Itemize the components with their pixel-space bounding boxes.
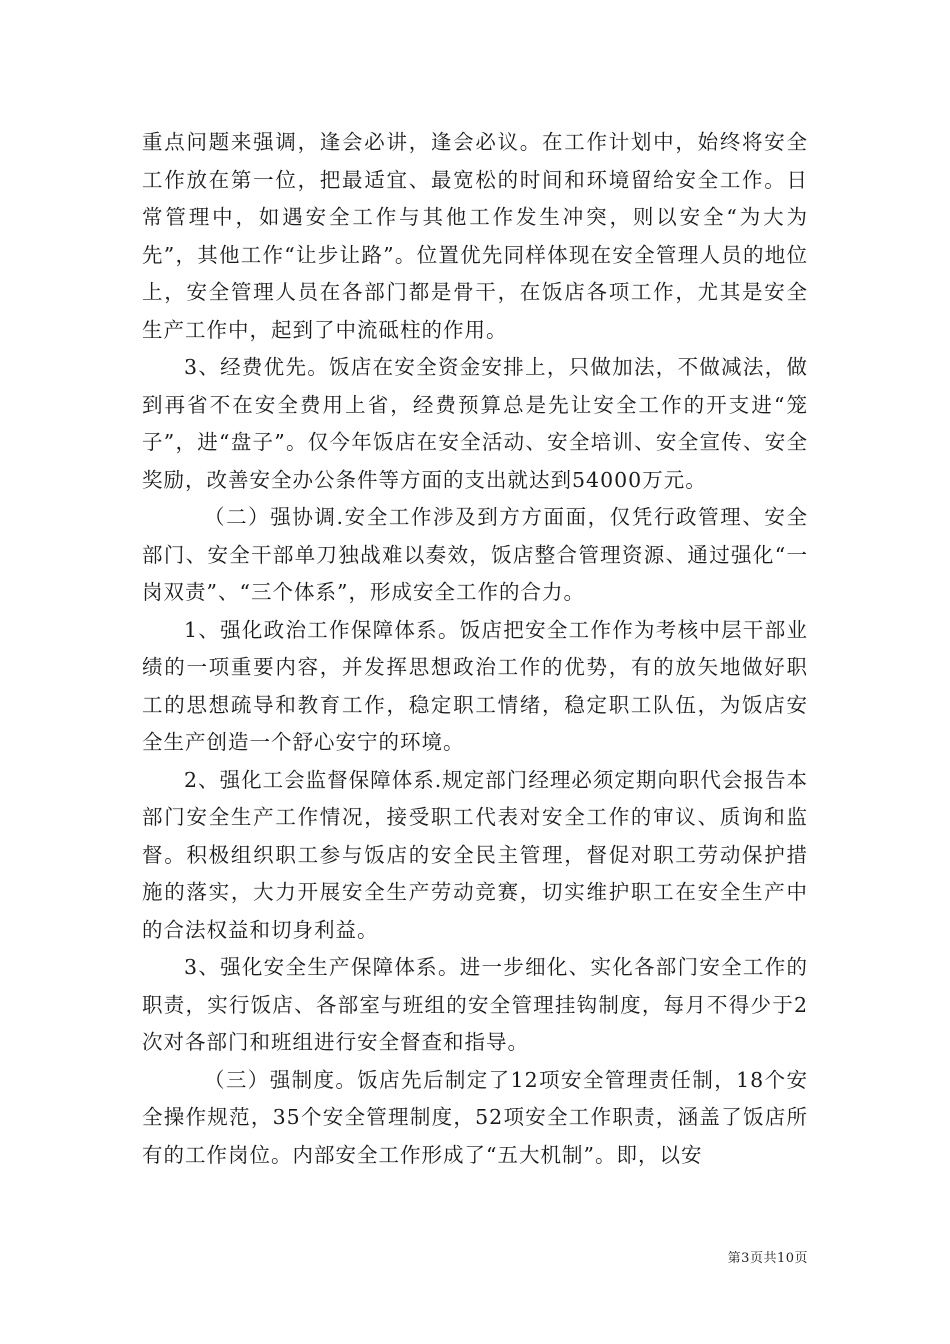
page-number-footer: 第3页共10页 (727, 1251, 808, 1266)
paragraph-safety-production-system: 3、强化安全生产保障体系。进一步细化、实化各部门安全工作的职责，实行饭店、各部室与班组的安全管理挂钩制度，每月不得少于2次对各部门和班组进行安全督查和指导。 (142, 955, 808, 1054)
paragraph-strengthen-systems: （三）强制度。饭店先后制定了12项安全管理责任制，18个安全操作规范，35个安全管理制度，52项安全工作职责，涵盖了饭店所有的工作岗位。内部安全工作形成了“五大机制”。即，以安 (142, 1067, 808, 1167)
paragraph-union-supervision-system: 2、强化工会监督保障体系.规定部门经理必须定期向职代会报告本部门安全生产工作情况，接受职工代表对安全工作的审议、质询和监督。积极组织职工参与饭店的安全民主管理，督促对职工劳动保护措施的落实，大力开展安全生产劳动竞赛，切实维护职工在安全生产中的合法权益和切身利益。 (142, 767, 808, 942)
paragraph-continuation: 重点问题来强调，逢会必讲，逢会必议。在工作计划中，始终将安全工作放在第一位，把最适宜、最宽松的时间和环境留给安全工作。日常管理中，如遇安全工作与其他工作发生冲突，则以安全“为大为先”，其他工作“让步让路”。位置优先同样体现在安全管理人员的地位上，安全管理人员在各部门都是骨干，在饭店各项工作，尤其是安全生产工作中，起到了中流砥柱的作用。 (142, 130, 808, 342)
document-body (142, 124, 808, 1174)
paragraph-strengthen-coordination: （二）强协调.安全工作涉及到方方面面，仅凭行政管理、安全部门、安全干部单刀独战难以奏效，饭店整合管理资源、通过强化“一岗双责”、“三个体系”，形成安全工作的合力。 (142, 505, 808, 604)
paragraph-political-work-system: 1、强化政治工作保障体系。饭店把安全工作作为考核中层干部业绩的一项重要内容，并发挥思想政治工作的优势，有的放矢地做好职工的思想疏导和教育工作，稳定职工情绪，稳定职工队伍，为饭店安全生产创造一个舒心安宁的环境。 (142, 617, 808, 754)
paragraph-funding-priority: 3、经费优先。饭店在安全资金安排上，只做加法，不做减法，做到再省不在安全费用上省，经费预算总是先让安全工作的开支进“笼子”，进“盘子”。仅今年饭店在安全活动、安全培训、安全宣传、安全奖励，改善安全办公条件等方面的支出就达到54000万元。 (142, 355, 808, 492)
